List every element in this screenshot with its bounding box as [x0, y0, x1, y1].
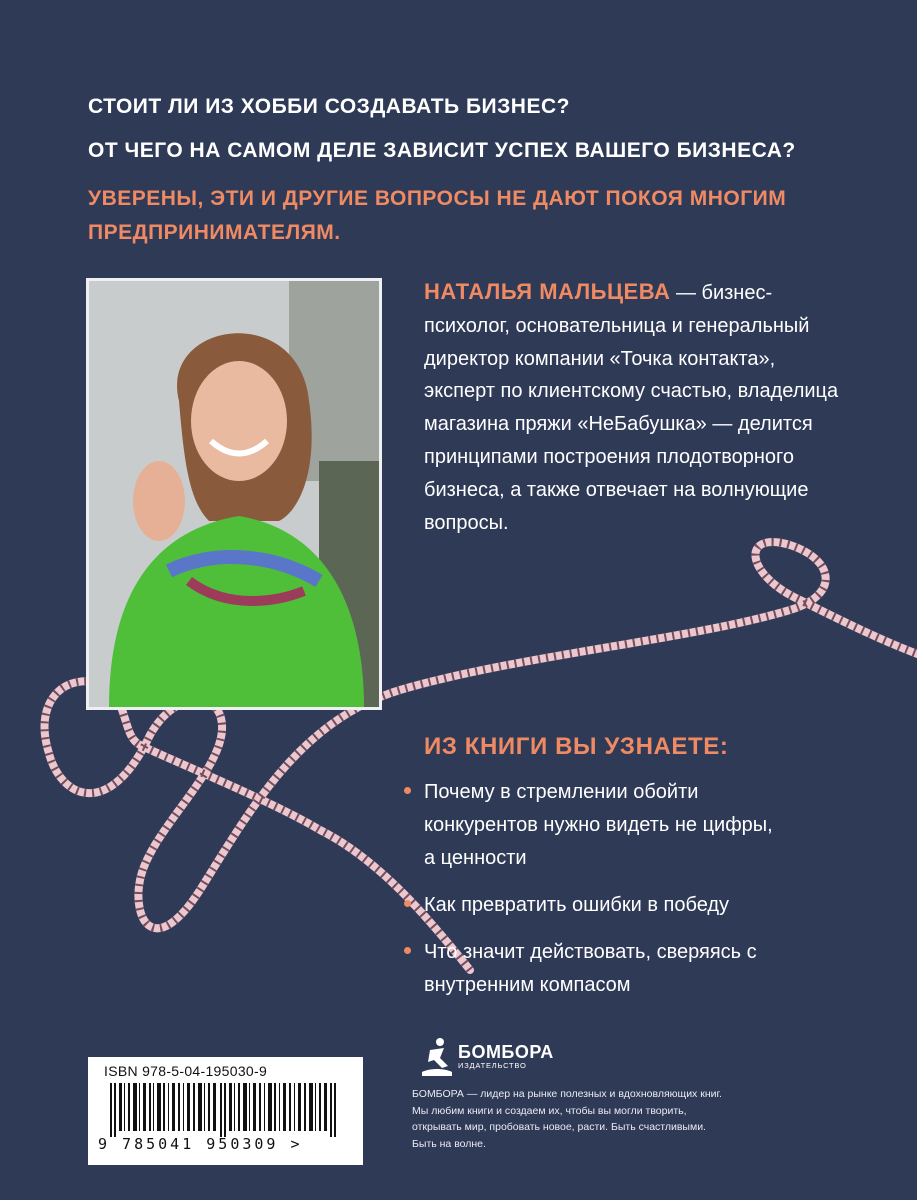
- surfer-logo-icon: [422, 1036, 452, 1076]
- author-portrait-illustration: [89, 281, 379, 707]
- publisher-name: БОМБОРА: [458, 1041, 554, 1062]
- learn-title: ИЗ КНИГИ ВЫ УЗНАЕТЕ:: [424, 733, 729, 760]
- isbn-barcode-box: [88, 1057, 363, 1165]
- publisher-subtitle: ИЗДАТЕЛЬСТВО: [458, 1060, 527, 1070]
- author-name: НАТАЛЬЯ МАЛЬЦЕВА: [424, 279, 671, 304]
- publisher-description: БОМБОРА — лидер на рынке полезных и вдохновляющих книг. Мы любим книги и создаем их, чтобы вы могли творить, открывать мир, пробовать новое, расти. Быть счастливыми. Быть на волне.: [412, 1088, 722, 1150]
- question-3: УВЕРЕНЫ, ЭТИ И ДРУГИЕ ВОПРОСЫ НЕ ДАЮТ ПОКОЯ МНОГИМ ПРЕДПРИНИМАТЕЛЯМ.: [88, 187, 787, 244]
- author-photo: [89, 281, 379, 707]
- author-description: — бизнес-психолог, основательница и генеральный директор компании «Точка контакта», эксперт по клиентскому счастью, владелица магазина пряжи «НеБабушка» — делится принципами построения плодотворного бизнеса, а также отвечает на волнующие вопросы.: [424, 282, 839, 534]
- list-item: Как превратить ошибки в победу: [404, 889, 824, 922]
- list-item: Что значит действовать, сверяясь с внутренним компасом: [404, 936, 824, 1002]
- question-2: ОТ ЧЕГО НА САМОМ ДЕЛЕ ЗАВИСИТ УСПЕХ ВАШЕГО БИЗНЕСА?: [88, 139, 796, 162]
- barcode-digits: 9 785041 950309 >: [98, 1135, 303, 1153]
- publisher-block: [412, 1036, 722, 1152]
- question-1: СТОИТ ЛИ ИЗ ХОББИ СОЗДАВАТЬ БИЗНЕС?: [88, 95, 570, 118]
- publisher-logo: [422, 1036, 712, 1076]
- author-photo-frame: [86, 278, 382, 710]
- list-item: Почему в стремлении обойти конкурентов нужно видеть не цифры, а ценности: [404, 776, 784, 875]
- bullet-icon: [404, 900, 411, 907]
- bullet-icon: [404, 787, 411, 794]
- author-bio: [424, 276, 844, 539]
- bullet-icon: [404, 947, 411, 954]
- learn-list: [404, 776, 824, 1016]
- top-questions: [88, 94, 868, 268]
- isbn-label: ISBN 978-5-04-195030-9: [104, 1063, 268, 1079]
- barcode-icon: [98, 1083, 353, 1137]
